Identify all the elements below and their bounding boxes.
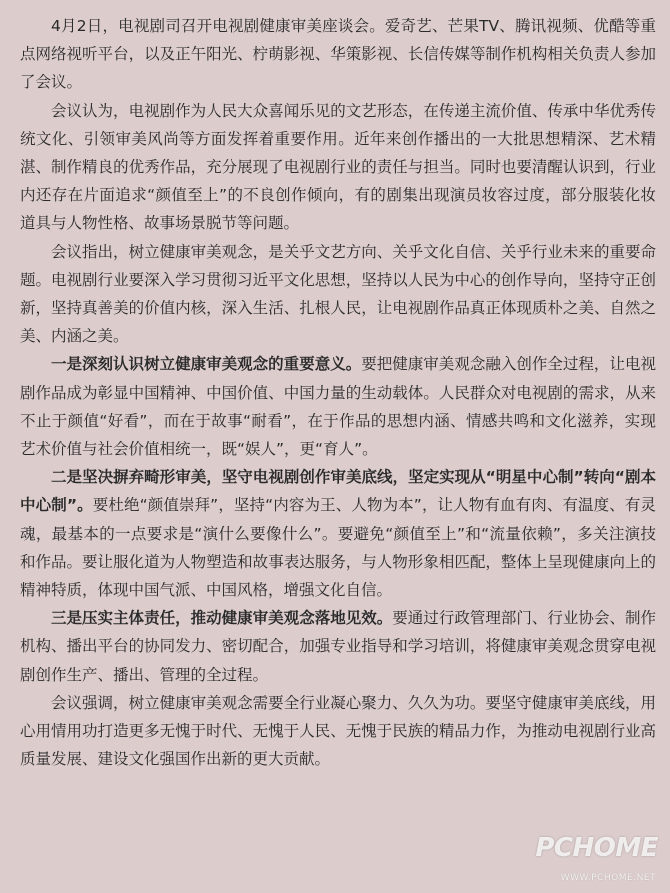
paragraph-text: 4月2日，电视剧司召开电视剧健康审美座谈会。爱奇艺、芒果TV、腾讯视频、优酷等重点网络视听平台，以及正午阳光、柠萌影视、华策影视、长信传媒等制作机构相关负责人参加了会议。: [20, 17, 656, 92]
paragraph-4: [20, 350, 656, 463]
paragraph-7: [20, 689, 656, 774]
paragraph-lead: 一是深刻认识树立健康审美观念的重要意义。: [51, 355, 362, 374]
watermark-url: WWW.PCHOME.NET: [560, 873, 656, 883]
paragraph-text: 要通过行政管理部门、行业协会、制作机构、播出平台的协同发力、密切配合，加强专业指导和学习培训，将健康审美观念贯穿电视剧创作生产、播出、管理的全过程。: [20, 609, 656, 684]
paragraph-6: [20, 604, 656, 689]
paragraph-3: [20, 238, 656, 351]
paragraph-5: [20, 463, 656, 604]
paragraph-text: 会议认为，电视剧作为人民大众喜闻乐见的文艺形态，在传递主流价值、传承中华优秀传统文化、引领审美风尚等方面发挥着重要作用。近年来创作播出的一大批思想精深、艺术精湛、制作精良的优秀作品，充分展现了电视剧行业的责任与担当。同时也要清醒认识到，行业内还存在片面追求“颜值至上”的不良创作倾向，有的剧集出现演员妆容过度，部分服装化妆道具与人物性格、故事场景脱节等问题。: [20, 101, 656, 233]
paragraph-lead: 三是压实主体责任，推动健康审美观念落地见效。: [51, 609, 393, 628]
paragraph-text: 会议强调，树立健康审美观念需要全行业凝心聚力、久久为功。要坚守健康审美底线，用心用情用功打造更多无愧于时代、无愧于人民、无愧于民族的精品力作，为推动电视剧行业高质量发展、建设文化强国作出新的更大贡献。: [20, 693, 656, 769]
watermark-logo: PCHOME: [535, 833, 658, 863]
paragraph-2: [20, 97, 656, 238]
paragraph-lead: 二是坚决摒弃畸形审美，坚守电视剧创作审美底线，坚定实现从“明星中心制”转向“剧本中心制”。: [20, 468, 656, 515]
paragraph-text: 会议指出，树立健康审美观念，是关乎文艺方向、关乎文化自信、关乎行业未来的重要命题。电视剧行业要深入学习贯彻习近平文化思想，坚持以人民为中心的创作导向，坚持守正创新，坚持真善美的价值内核，深入生活、扎根人民，让电视剧作品真正体现质朴之美、自然之美、内涵之美。: [20, 242, 656, 346]
paragraph-text: 要杜绝“颜值崇拜”，坚持“内容为王、人物为本”，让人物有血有肉、有温度、有灵魂，最基本的一点要求是“演什么要像什么”。要避免“颜值至上”和“流量依赖”，多关注演技和作品。要让服化道为人物塑造和故事表达服务，与人物形象相匹配，整体上呈现健康向上的精神特质，体现中国气派、中国风格，增强文化自信。: [20, 496, 657, 600]
paragraph-1: [20, 12, 656, 97]
paragraph-text: 要把健康审美观念融入创作全过程，让电视剧作品成为彰显中国精神、中国价值、中国力量的生动载体。人民群众对电视剧的需求，从来不止于颜值“好看”，而在于故事“耐看”，在于作品的思想内涵、情感共鸣和文化滋养，实现艺术价值与社会价值相统一，既“娱人”，更“育人”。: [20, 355, 656, 459]
